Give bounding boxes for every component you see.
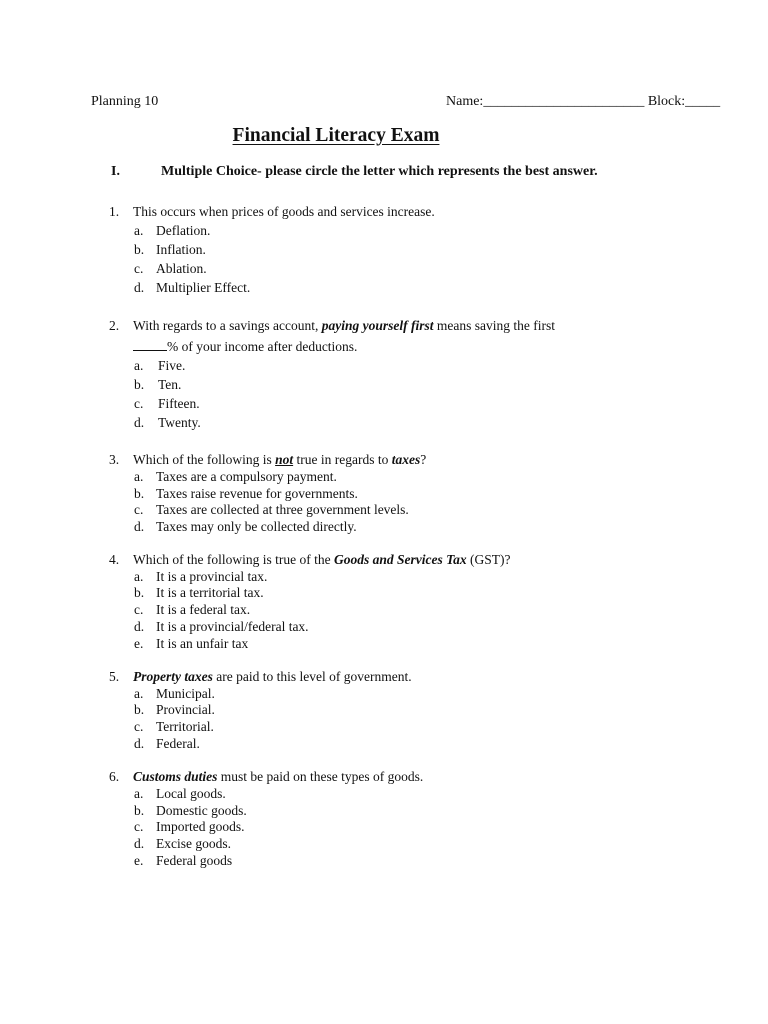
option-text: Deflation. [156, 223, 211, 238]
question-text [133, 452, 426, 468]
option-letter: a. [134, 469, 144, 484]
option-letter: b. [134, 486, 145, 501]
option-letter: c. [134, 502, 144, 517]
question-text [133, 669, 412, 685]
option-letter: d. [134, 519, 145, 534]
option-text: It is a provincial/federal tax. [156, 619, 309, 634]
question-text-part: Which of the following is [133, 452, 276, 467]
option-text: Fifteen. [158, 396, 200, 411]
question-number: 3. [109, 452, 120, 467]
option-text: Twenty. [158, 415, 201, 430]
question-text-part: true in regards to [293, 452, 392, 467]
question-text-part: (GST)? [466, 552, 511, 567]
option-text: Taxes raise revenue for governments. [156, 486, 358, 501]
question-text: This occurs when prices of goods and services increase. [133, 204, 435, 219]
option-letter: a. [134, 786, 144, 801]
option-letter: b. [134, 585, 145, 600]
option-text: Five. [158, 358, 186, 373]
title-text: Financial Literacy Exam [232, 125, 440, 146]
option-letter: e. [134, 636, 144, 651]
option-letter: d. [134, 736, 145, 751]
option-text: Taxes may only be collected directly. [156, 519, 357, 534]
option-letter: a. [134, 358, 144, 373]
option-text: It is a provincial tax. [156, 569, 268, 584]
question-text-part: are paid to this level of government. [212, 669, 412, 684]
question-number: 1. [109, 204, 120, 219]
answer-blank [133, 338, 167, 351]
question-text-part: % of your income after deductions. [167, 339, 358, 354]
option-text: Territorial. [156, 719, 214, 734]
name-block-field: Name:_______________________ Block:_____ [446, 94, 721, 109]
question-text-part: must be paid on these types of goods. [217, 769, 424, 784]
option-letter: d. [134, 836, 145, 851]
option-letter: a. [134, 223, 144, 238]
question-number: 5. [109, 669, 120, 684]
page-title [0, 125, 672, 147]
option-letter: d. [134, 280, 145, 295]
option-text: Taxes are a compulsory payment. [156, 469, 337, 484]
question-emphasis: paying yourself first [321, 318, 434, 333]
option-letter: c. [134, 602, 144, 617]
option-letter: e. [134, 853, 144, 868]
option-letter: a. [134, 686, 144, 701]
question-number: 2. [109, 318, 120, 333]
question-text-part: ? [420, 452, 427, 467]
section-number: I. [111, 164, 120, 179]
option-text: Federal. [156, 736, 200, 751]
option-text: Federal goods [156, 853, 233, 868]
option-letter: d. [134, 415, 145, 430]
question-text-line2 [133, 338, 357, 355]
option-text: Ten. [158, 377, 182, 392]
question-emphasis: taxes [391, 452, 421, 467]
option-text: Taxes are collected at three government levels. [156, 502, 409, 517]
option-letter: a. [134, 569, 144, 584]
course-label: Planning 10 [91, 94, 159, 109]
option-text: Local goods. [156, 786, 226, 801]
option-text: Excise goods. [156, 836, 231, 851]
option-letter: c. [134, 261, 144, 276]
option-letter: b. [134, 702, 145, 717]
question-text-part: Which of the following is true of the [133, 552, 334, 567]
section-instruction: Multiple Choice- please circle the letter which represents the best answer. [161, 164, 598, 179]
question-text [133, 769, 423, 785]
option-letter: d. [134, 619, 145, 634]
question-text [133, 318, 555, 334]
option-letter: c. [134, 719, 144, 734]
option-text: It is a territorial tax. [156, 585, 264, 600]
option-text: Imported goods. [156, 819, 245, 834]
option-text: It is a federal tax. [156, 602, 251, 617]
option-letter: c. [134, 396, 144, 411]
question-text [133, 552, 510, 568]
question-number: 6. [109, 769, 120, 784]
question-text-part: means saving the first [433, 318, 556, 333]
question-text-part: With regards to a savings account, [133, 318, 322, 333]
option-letter: b. [134, 377, 145, 392]
option-text: It is an unfair tax [156, 636, 249, 651]
question-emphasis: Customs duties [133, 769, 218, 784]
option-letter: b. [134, 242, 145, 257]
question-emphasis: Property taxes [133, 669, 213, 684]
option-letter: b. [134, 803, 145, 818]
option-text: Municipal. [156, 686, 215, 701]
option-text: Domestic goods. [156, 803, 247, 818]
question-emphasis: Goods and Services Tax [333, 552, 467, 567]
option-text: Ablation. [156, 261, 207, 276]
option-text: Multiplier Effect. [156, 280, 251, 295]
question-emphasis: not [275, 452, 294, 467]
option-letter: c. [134, 819, 144, 834]
option-text: Provincial. [156, 702, 215, 717]
question-number: 4. [109, 552, 120, 567]
option-text: Inflation. [156, 242, 206, 257]
